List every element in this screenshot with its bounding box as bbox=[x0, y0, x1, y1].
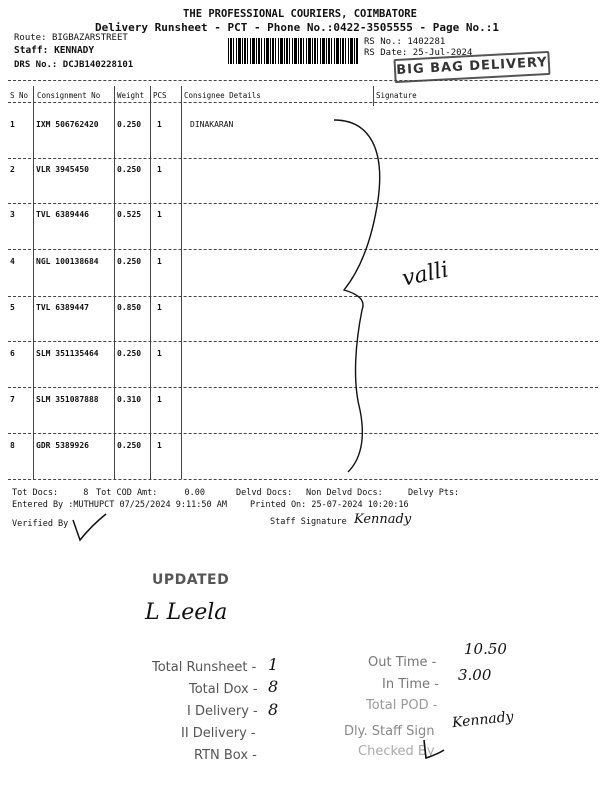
out-time-label: Out Time - bbox=[368, 655, 437, 670]
dly-staff-sign-label: Dly. Staff Sign bbox=[344, 724, 435, 739]
rs-date-label: RS Date: bbox=[364, 48, 408, 58]
row-divider bbox=[8, 249, 598, 250]
entered-by: Entered By :MUTHUPCT 07/25/2024 9:11:50 AM bbox=[12, 500, 227, 510]
row-consignment: SLM 351135464 bbox=[36, 349, 99, 358]
row-consignment: IXM 506762420 bbox=[36, 120, 99, 129]
row-consignment: GDR 5389926 bbox=[36, 441, 89, 450]
column-divider bbox=[33, 86, 34, 479]
updated-signature: L Leela bbox=[145, 600, 228, 625]
i-delivery-value: 8 bbox=[268, 700, 279, 719]
row-sno: 8 bbox=[10, 441, 15, 450]
col-header-consignment: Consignment No bbox=[37, 91, 101, 100]
row-consignment: TVL 6389446 bbox=[36, 210, 89, 219]
verified-tick-signature bbox=[70, 510, 110, 545]
row-sno: 5 bbox=[10, 303, 15, 312]
non-delvd-docs-label: Non Delvd Docs: bbox=[306, 488, 383, 498]
row-weight: 0.850 bbox=[117, 303, 142, 312]
column-divider bbox=[373, 86, 374, 106]
row-consignee: DINAKARAN bbox=[190, 120, 234, 129]
row-sno: 7 bbox=[10, 395, 15, 404]
rs-no-label: RS No.: bbox=[364, 37, 402, 47]
tot-docs bbox=[12, 488, 88, 498]
row-weight: 0.250 bbox=[117, 257, 142, 266]
tot-cod bbox=[96, 488, 205, 498]
total-pod-label: Total POD - bbox=[366, 698, 438, 713]
col-header-sno: S No bbox=[10, 91, 29, 100]
runsheet-title: Delivery Runsheet - PCT - Phone No.:0422-3505555 - Page No.:1 bbox=[95, 21, 499, 34]
row-divider bbox=[8, 158, 598, 159]
staff-row bbox=[14, 45, 94, 56]
rs-date-value: 25-Jul-2024 bbox=[412, 48, 473, 58]
big-bag-delivery-stamp: BIG BAG DELIVERY bbox=[393, 51, 550, 83]
route-label: Route: bbox=[14, 33, 47, 43]
col-header-consignee: Consignee Details bbox=[184, 91, 261, 100]
total-runsheet-label: Total Runsheet - bbox=[152, 660, 257, 675]
verified-by-label: Verified By bbox=[12, 519, 69, 529]
staff-signature-label: Staff Signature bbox=[270, 517, 347, 527]
row-weight: 0.250 bbox=[117, 349, 142, 358]
route-value: BIGBAZARSTREET bbox=[51, 33, 128, 43]
row-sno: 4 bbox=[10, 257, 15, 266]
row-pcs: 1 bbox=[157, 395, 162, 404]
row-sno: 2 bbox=[10, 165, 15, 174]
column-divider bbox=[150, 86, 151, 479]
i-delivery-label: I Delivery - bbox=[187, 704, 258, 719]
row-divider bbox=[8, 296, 598, 297]
row-pcs: 1 bbox=[157, 441, 162, 450]
out-time-value: 10.50 bbox=[464, 640, 507, 658]
col-header-pcs: PCS bbox=[153, 91, 167, 100]
staff-label: Staff: bbox=[14, 45, 49, 56]
staff-value: KENNADY bbox=[54, 45, 95, 56]
drs-value: DCJB140228101 bbox=[62, 60, 134, 70]
row-sno: 1 bbox=[10, 120, 15, 129]
row-sno: 3 bbox=[10, 210, 15, 219]
in-time-value: 3.00 bbox=[458, 666, 492, 684]
in-time-label: In Time - bbox=[382, 677, 439, 692]
col-header-weight: Weight bbox=[117, 91, 145, 100]
row-consignment: SLM 351087888 bbox=[36, 395, 99, 404]
row-consignment: NGL 100138684 bbox=[36, 257, 99, 266]
rs-no-row bbox=[364, 37, 445, 47]
row-divider bbox=[8, 203, 598, 204]
row-pcs: 1 bbox=[157, 210, 162, 219]
row-weight: 0.250 bbox=[117, 441, 142, 450]
column-divider bbox=[114, 86, 115, 479]
total-runsheet-value: 1 bbox=[268, 655, 279, 674]
row-weight: 0.310 bbox=[117, 395, 142, 404]
rtn-box-label: RTN Box - bbox=[194, 748, 257, 763]
checked-by-signature bbox=[418, 736, 448, 764]
column-divider bbox=[181, 86, 182, 479]
row-weight: 0.250 bbox=[117, 120, 142, 129]
total-dox-value: 8 bbox=[268, 677, 279, 696]
row-weight: 0.525 bbox=[117, 210, 142, 219]
row-divider bbox=[8, 433, 598, 434]
printed-on: Printed On: 25-07-2024 10:20:16 bbox=[250, 500, 409, 510]
row-pcs: 1 bbox=[157, 349, 162, 358]
row-divider bbox=[8, 341, 598, 342]
drs-row bbox=[14, 60, 133, 70]
delvy-pts-label: Delvy Pts: bbox=[408, 488, 460, 498]
row-divider bbox=[8, 479, 598, 480]
row-pcs: 1 bbox=[157, 120, 162, 129]
route-row bbox=[14, 33, 128, 43]
checked-by-label: Checked By bbox=[358, 744, 435, 759]
dly-staff-sign-value: Kennady bbox=[451, 708, 515, 732]
col-header-signature: Signature bbox=[376, 91, 417, 100]
row-pcs: 1 bbox=[157, 257, 162, 266]
row-weight: 0.250 bbox=[117, 165, 142, 174]
company-name: THE PROFESSIONAL COURIERS, COIMBATORE bbox=[183, 8, 417, 20]
row-pcs: 1 bbox=[157, 303, 162, 312]
divider bbox=[8, 102, 598, 103]
barcode bbox=[228, 38, 358, 64]
row-consignment: TVL 6389447 bbox=[36, 303, 89, 312]
row-pcs: 1 bbox=[157, 165, 162, 174]
rs-no-value: 1402281 bbox=[407, 37, 446, 47]
row-divider bbox=[8, 387, 598, 388]
drs-label: DRS No.: bbox=[14, 60, 58, 70]
signature-valli: valli bbox=[399, 257, 451, 292]
tot-cod-value: 0.00 bbox=[184, 488, 206, 498]
divider bbox=[8, 80, 598, 81]
total-dox-label: Total Dox - bbox=[189, 682, 258, 697]
staff-signature-hand: Kennady bbox=[354, 512, 412, 527]
tot-cod-label: Tot COD Amt: bbox=[96, 488, 158, 498]
tot-docs-label: Tot Docs: bbox=[12, 488, 59, 498]
delvd-docs-label: Delvd Docs: bbox=[236, 488, 293, 498]
row-consignment: VLR 3945450 bbox=[36, 165, 89, 174]
row-sno: 6 bbox=[10, 349, 15, 358]
ii-delivery-label: II Delivery - bbox=[181, 726, 256, 741]
updated-stamp-title: UPDATED bbox=[152, 572, 230, 588]
signature-bracket bbox=[330, 110, 490, 480]
tot-docs-value: 8 bbox=[83, 488, 89, 498]
